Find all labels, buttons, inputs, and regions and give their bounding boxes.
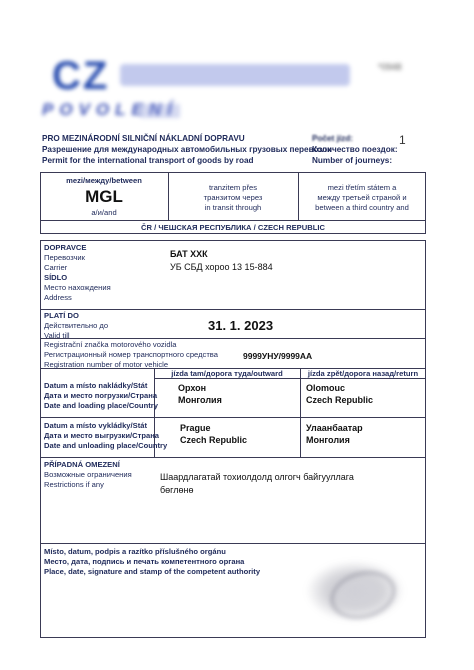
title-ru: Разрешение для международных автомобильных грузовых перевозок (42, 145, 332, 154)
journeys-value: 1 (399, 133, 406, 147)
registration-labels (44, 340, 218, 370)
return-loading-city: Olomouc (306, 383, 346, 393)
outward-unloading-country: Czech Republic (180, 435, 248, 445)
journeys-label (312, 133, 398, 166)
czech-republic-label: ČR / ЧЕШСКАЯ РЕСПУБЛИКА / CZECH REPUBLIC (141, 223, 325, 232)
header-band (120, 64, 350, 86)
journeys-en: Number of journeys: (312, 156, 393, 165)
title-en: Permit for the international transport of goods by road (42, 156, 254, 165)
transit-en: in transit through (204, 203, 262, 212)
return-loading-country: Czech Republic (306, 395, 374, 405)
signature-cz: Místo, datum, podpis a razítko příslušného orgánu (44, 547, 226, 556)
valid-date: 31. 1. 2023 (208, 318, 274, 333)
third-ru: между третьей страной и (317, 193, 407, 202)
carrier-name: БАТ ХХК (170, 249, 208, 259)
valid-ru: Действительно до (44, 321, 109, 330)
permit-title (42, 133, 331, 166)
carrier-ru: Перевозчик (44, 253, 85, 262)
outward-label: jízda tam/дорога туда/outward (171, 369, 283, 378)
unloading-ru: Дата и место выгрузки/Страна (44, 431, 159, 440)
between-label-bottom: a/и/and (91, 208, 117, 217)
permit-band (140, 104, 180, 118)
valid-en: Valid till (44, 331, 70, 340)
third-country-label (298, 183, 426, 213)
restrictions-ru: Возможные ограничения (44, 470, 132, 479)
journeys-ru: Количество поездок: (312, 145, 398, 154)
return-label: jízda zpět/дорога назад/return (307, 369, 419, 378)
carrier-cz: DOPRAVCE (44, 243, 87, 252)
valid-labels (44, 311, 108, 341)
outward-unloading-city: Prague (180, 423, 211, 433)
return-unloading-country: Монголия (306, 435, 350, 445)
journeys-cz: Počet jízd: (312, 134, 353, 143)
registration-cz: Registrační značka motorového vozidla (44, 340, 177, 349)
address-cz: SÍDLO (44, 273, 68, 282)
signature-en: Place, date, signature and stamp of the competent authority (44, 567, 261, 576)
carrier-labels (44, 243, 111, 303)
address-en: Address (44, 293, 72, 302)
registration-ru: Регистрационный номер транспортного средства (44, 350, 218, 359)
country-code: CZ (52, 54, 110, 98)
restrictions-cz: PŘÍPADNÁ OMEZENÍ (44, 460, 120, 469)
signature-labels (44, 547, 260, 577)
carrier-address: УБ СБД хороо 13 15-884 (170, 262, 273, 272)
restrictions-value-line1: Шаардлагатай тохиолдолд олгогч байгууллага (160, 472, 354, 482)
return-unloading-city: Улаанбаатар (306, 423, 363, 433)
third-cz: mezi třetím státem a (327, 183, 397, 192)
between-label-top: mezi/между/between (66, 176, 142, 185)
carrier-en: Carrier (44, 263, 68, 272)
unloading-en: Date and unloading place/Country (44, 441, 168, 450)
outward-loading-city: Орхон (178, 383, 207, 393)
restrictions-value-line2: бөглөнө (160, 485, 194, 495)
registration-en: Registration number of motor vehicle (44, 360, 169, 369)
unloading-cz: Datum a místo vykládky/Stát (44, 421, 147, 430)
valid-cz: PLATÍ DO (44, 311, 79, 320)
restrictions-en: Restrictions if any (44, 480, 104, 489)
loading-en: Date and loading place/Country (44, 401, 158, 410)
transit-label (168, 183, 298, 213)
signature-ru: Место, дата, подпись и печать компетентного органа (44, 557, 245, 566)
serial-number: *0948 (378, 62, 402, 72)
registration-number: 9999УНУ/9999АА (243, 351, 313, 361)
permit-word: POVOLENÍ (42, 100, 178, 119)
title-cz: PRO MEZINÁRODNÍ SILNIČNÍ NÁKLADNÍ DOPRAVU (42, 134, 245, 143)
address-ru: Место нахождения (44, 283, 111, 292)
restrictions-labels (44, 460, 132, 490)
between-country: MGL (85, 187, 123, 206)
transit-cz: tranzitem přes (208, 183, 258, 192)
outward-loading-country: Монголия (178, 395, 222, 405)
unloading-labels (44, 421, 167, 451)
loading-ru: Дата и место погрузки/Страна (44, 391, 158, 400)
transit-ru: транзитом через (203, 193, 263, 202)
loading-labels (44, 381, 158, 411)
loading-cz: Datum a místo nakládky/Stát (44, 381, 148, 390)
third-en: between a third country and (315, 203, 409, 212)
